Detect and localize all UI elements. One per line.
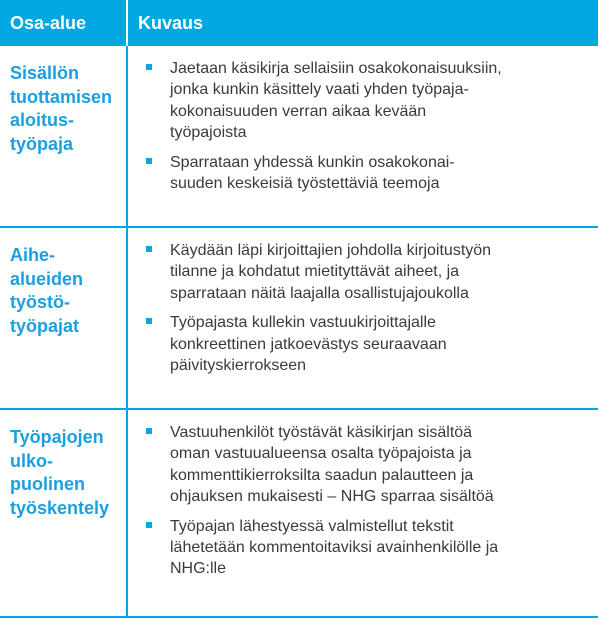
bullet-list — [128, 410, 598, 580]
square-bullet-icon — [146, 318, 152, 324]
bullet-list — [128, 228, 598, 376]
table-row — [0, 227, 598, 409]
area-label: Sisällön tuottamisen aloitus- työpaja — [10, 63, 113, 154]
bullet-item: Käydään läpi kirjoittajien johdolla kirjoitustyön tilanne ja kohdatut mietityttävät aiheet, ja sparrataan näitä laajalla osallistujajoukolla — [146, 240, 590, 304]
area-cell — [0, 409, 127, 617]
bullet-item: Työpajasta kullekin vastuukirjoittajalle konkreettinen jatkoevästys seuraavaan päivityskierrokseen — [146, 312, 590, 376]
header-area: Osa-alue — [0, 0, 127, 46]
square-bullet-icon — [146, 158, 152, 164]
table-header-row — [0, 0, 598, 46]
bullet-item: Vastuuhenkilöt työstävät käsikirjan sisältöä oman vastuualueensa osalta työpajoista ja kommenttikierroksilta saadun palautteen ja ohjauksen mukaisesti – NHG sparraa sisältöä — [146, 422, 590, 508]
bullet-item: Jaetaan käsikirja sellaisiin osakokonaisuuksiin, jonka kunkin käsittely vaati yhden työpaja- kokonaisuuden verran aikaa kevään työpajoista — [146, 58, 590, 144]
square-bullet-icon — [146, 64, 152, 70]
description-cell — [127, 46, 598, 227]
bullet-list — [128, 46, 598, 194]
description-cell — [127, 227, 598, 409]
area-cell — [0, 227, 127, 409]
square-bullet-icon — [146, 428, 152, 434]
square-bullet-icon — [146, 522, 152, 528]
square-bullet-icon — [146, 246, 152, 252]
description-cell — [127, 409, 598, 617]
bullet-item: Työpajan lähestyessä valmistellut tekstit lähetetään kommentoitaviksi avainhenkilölle ja NHG:lle — [146, 516, 590, 580]
area-cell — [0, 46, 127, 227]
area-label: Työpajojen ulko- puolinen työskentely — [10, 427, 110, 518]
header-description: Kuvaus — [127, 0, 598, 46]
table-row — [0, 46, 598, 227]
table-row — [0, 409, 598, 617]
area-label: Aihe- alueiden työstö- työpajat — [10, 245, 84, 336]
bullet-item: Sparrataan yhdessä kunkin osakokonai- suuden keskeisiä työstettäviä teemoja — [146, 152, 590, 195]
